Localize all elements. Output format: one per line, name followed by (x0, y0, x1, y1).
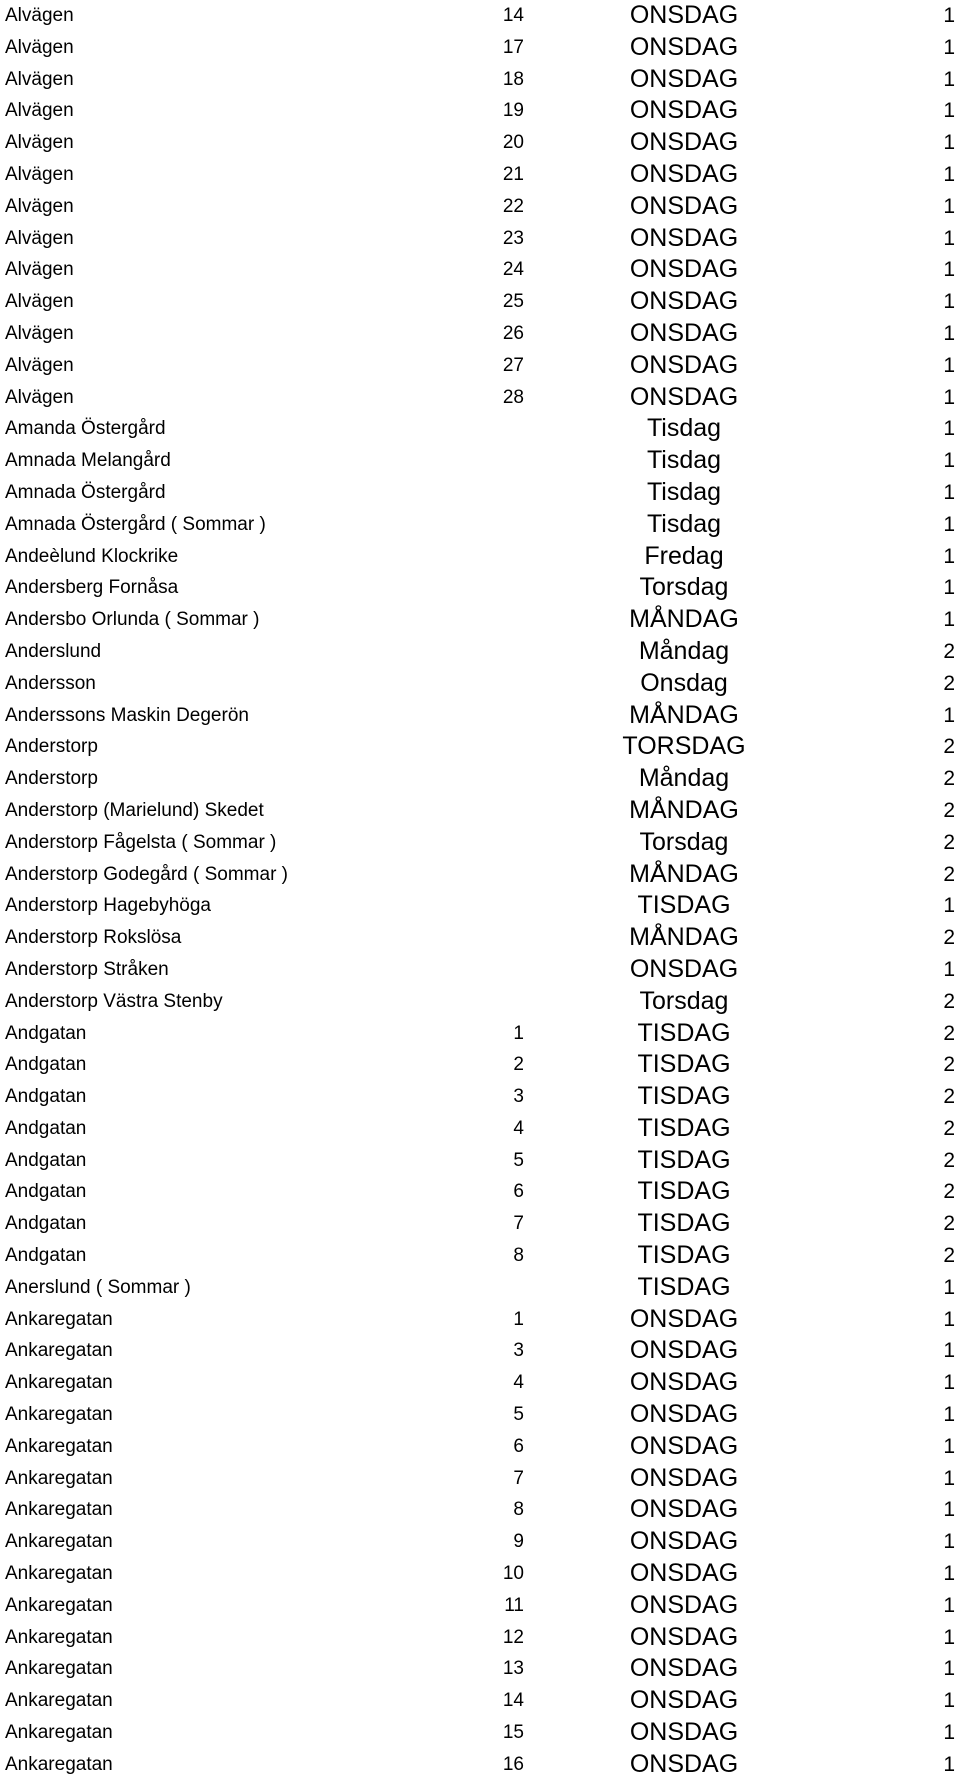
street-name: Alvägen (5, 259, 74, 281)
house-number: 14 (502, 1690, 524, 1712)
week-number: 1 (943, 1307, 955, 1331)
week-number: 2 (943, 767, 955, 791)
table-row (0, 541, 960, 573)
week-number: 1 (943, 957, 955, 981)
street-name: Alvägen (5, 195, 74, 217)
table-row (0, 636, 960, 668)
collection-day: ONSDAG (629, 1, 739, 29)
table-row (0, 223, 960, 255)
street-name: Andersson (5, 672, 96, 694)
collection-day: ONSDAG (629, 1718, 739, 1747)
table-row (0, 1304, 960, 1336)
table-row (0, 191, 960, 223)
collection-day: ONSDAG (629, 1495, 739, 1524)
street-name: Amnada Melangård (5, 450, 171, 472)
street-name: Alvägen (5, 354, 74, 376)
week-number: 1 (943, 1434, 955, 1458)
street-name: Alvägen (5, 36, 74, 58)
collection-day: ONSDAG (629, 32, 739, 61)
table-row (0, 477, 960, 509)
week-number: 1 (943, 1498, 955, 1522)
table-row (0, 1685, 960, 1717)
street-name: Andersbo Orlunda ( Sommar ) (5, 609, 260, 631)
week-number: 1 (943, 1339, 955, 1363)
collection-day: Torsdag (639, 573, 729, 602)
house-number: 13 (502, 1658, 524, 1680)
street-name: Ankaregatan (5, 1722, 113, 1744)
table-row (0, 1113, 960, 1145)
collection-day: Måndag (638, 764, 730, 793)
collection-day: TISDAG (637, 1082, 731, 1111)
street-name: Andgatan (5, 1149, 87, 1171)
week-number: 2 (943, 1180, 955, 1204)
table-row (0, 1717, 960, 1749)
table-row (0, 1272, 960, 1304)
street-name: Anderslund (5, 640, 102, 662)
street-name: Ankaregatan (5, 1753, 113, 1775)
street-name: Ankaregatan (5, 1499, 113, 1521)
street-name: Ankaregatan (5, 1467, 113, 1489)
table-row (0, 731, 960, 763)
week-number: 1 (943, 1530, 955, 1554)
house-number: 7 (513, 1213, 524, 1235)
collection-day: Måndag (638, 636, 730, 665)
street-name: Ankaregatan (5, 1404, 113, 1426)
collection-day: ONSDAG (629, 1654, 739, 1683)
street-name: Andgatan (5, 1245, 87, 1267)
collection-day: TISDAG (637, 1113, 731, 1142)
table-row (0, 254, 960, 286)
table-row (0, 890, 960, 922)
table-row (0, 1749, 960, 1781)
collection-day: ONSDAG (629, 318, 739, 347)
house-number: 23 (502, 227, 524, 249)
house-number: 20 (502, 132, 524, 154)
table-row (0, 1367, 960, 1399)
table-row (0, 922, 960, 954)
week-number: 1 (943, 894, 955, 918)
collection-day: Torsdag (639, 827, 729, 856)
week-number: 2 (943, 798, 955, 822)
table-row (0, 1208, 960, 1240)
house-number: 19 (502, 100, 524, 122)
collection-day: Tisdag (646, 446, 722, 475)
table-row (0, 1240, 960, 1272)
collection-day: ONSDAG (629, 223, 739, 252)
street-name: Andgatan (5, 1086, 87, 1108)
collection-day: ONSDAG (629, 287, 739, 316)
week-number: 1 (943, 258, 955, 282)
street-name: Alvägen (5, 386, 74, 408)
table-row (0, 382, 960, 414)
week-number: 1 (943, 1275, 955, 1299)
house-number: 10 (502, 1563, 524, 1585)
house-number: 21 (502, 163, 524, 185)
house-number: 28 (502, 386, 524, 408)
table-row (0, 318, 960, 350)
collection-day: TISDAG (637, 1272, 731, 1301)
week-number: 1 (943, 608, 955, 632)
table-row (0, 0, 960, 32)
week-number: 1 (943, 385, 955, 409)
table-row (0, 1653, 960, 1685)
week-number: 1 (943, 1403, 955, 1427)
collection-day: Tisdag (646, 477, 722, 506)
street-name: Alvägen (5, 163, 74, 185)
collection-day: TISDAG (637, 1050, 731, 1079)
street-name: Anderstorp (Marielund) Skedet (5, 799, 264, 821)
street-name: Andgatan (5, 1213, 87, 1235)
house-number: 2 (513, 1054, 524, 1076)
house-number: 9 (513, 1531, 524, 1553)
table-row (0, 413, 960, 445)
collection-day: Torsdag (639, 986, 729, 1015)
street-name: Anderstorp Godegård ( Sommar ) (5, 863, 289, 885)
collection-day: TISDAG (637, 891, 731, 920)
collection-day: ONSDAG (629, 255, 739, 284)
week-number: 1 (943, 417, 955, 441)
street-name: Andgatan (5, 1181, 87, 1203)
collection-day: MÅNDAG (629, 605, 739, 634)
collection-day: ONSDAG (629, 1336, 739, 1365)
collection-day: TISDAG (637, 1177, 731, 1206)
collection-day: ONSDAG (629, 1304, 739, 1333)
week-number: 2 (943, 926, 955, 950)
table-row (0, 1335, 960, 1367)
table-row (0, 1145, 960, 1177)
table-row (0, 1558, 960, 1590)
street-name: Anderstorp (5, 736, 98, 758)
week-number: 2 (943, 735, 955, 759)
street-name: Andersberg Fornåsa (5, 577, 179, 599)
table-row (0, 1463, 960, 1495)
street-name: Alvägen (5, 5, 74, 26)
collection-day: Onsdag (640, 668, 728, 697)
collection-day: ONSDAG (629, 159, 739, 188)
collection-day: Tisdag (646, 509, 722, 538)
week-number: 1 (943, 162, 955, 186)
week-number: 1 (943, 1466, 955, 1490)
house-number: 6 (513, 1435, 524, 1457)
house-number: 24 (502, 259, 524, 281)
week-number: 1 (943, 480, 955, 504)
table-row (0, 954, 960, 986)
house-number: 3 (513, 1340, 524, 1362)
week-number: 1 (943, 131, 955, 155)
week-number: 2 (943, 1212, 955, 1236)
week-number: 1 (943, 35, 955, 59)
collection-day: ONSDAG (629, 1559, 739, 1588)
week-number: 1 (943, 1721, 955, 1745)
week-number: 2 (943, 989, 955, 1013)
table-row (0, 604, 960, 636)
week-number: 1 (943, 1593, 955, 1617)
table-row (0, 1081, 960, 1113)
house-number: 25 (502, 291, 524, 313)
collection-day: Tisdag (646, 414, 722, 443)
table-row (0, 1049, 960, 1081)
collection-day: TORSDAG (622, 732, 746, 761)
street-name: Ankaregatan (5, 1690, 113, 1712)
table-row (0, 1431, 960, 1463)
table-row (0, 1494, 960, 1526)
collection-day: TISDAG (637, 1018, 731, 1047)
table-row (0, 986, 960, 1018)
street-name: Anderstorp Fågelsta ( Sommar ) (5, 831, 277, 853)
week-number: 1 (943, 512, 955, 536)
collection-day: ONSDAG (629, 1527, 739, 1556)
street-name: Alvägen (5, 68, 74, 90)
street-name: Andgatan (5, 1054, 87, 1076)
week-number: 1 (943, 1625, 955, 1649)
street-name: Andeèlund Klockrike (5, 545, 179, 567)
collection-day: MÅNDAG (629, 700, 739, 729)
week-number: 2 (943, 1244, 955, 1268)
house-number: 8 (513, 1245, 524, 1267)
house-number: 7 (513, 1467, 524, 1489)
street-name: Alvägen (5, 100, 74, 122)
table-row (0, 795, 960, 827)
week-number: 1 (943, 226, 955, 250)
collection-day: ONSDAG (629, 1368, 739, 1397)
table-row (0, 827, 960, 859)
collection-day: ONSDAG (629, 1749, 739, 1778)
collection-day: ONSDAG (629, 1622, 739, 1651)
table-row (0, 286, 960, 318)
street-name: Alvägen (5, 132, 74, 154)
street-name: Ankaregatan (5, 1435, 113, 1457)
collection-day: ONSDAG (629, 954, 739, 983)
table-row (0, 700, 960, 732)
collection-day: ONSDAG (629, 1431, 739, 1460)
street-name: Anerslund ( Sommar ) (5, 1276, 191, 1298)
collection-day: ONSDAG (629, 191, 739, 220)
week-number: 2 (943, 862, 955, 886)
street-name: Anderstorp (5, 768, 98, 790)
week-number: 1 (943, 4, 955, 27)
table-row (0, 668, 960, 700)
week-number: 1 (943, 1657, 955, 1681)
street-name: Alvägen (5, 227, 74, 249)
house-number: 22 (502, 195, 524, 217)
street-name: Andgatan (5, 1022, 87, 1044)
collection-day: ONSDAG (629, 1400, 739, 1429)
street-name: Amnada Östergård (5, 481, 166, 503)
table-row (0, 1526, 960, 1558)
collection-day: ONSDAG (629, 350, 739, 379)
collection-day: ONSDAG (629, 1686, 739, 1715)
collection-day: ONSDAG (629, 64, 739, 93)
house-number: 12 (502, 1626, 524, 1648)
table-row (0, 859, 960, 891)
house-number: 5 (513, 1404, 524, 1426)
street-name: Ankaregatan (5, 1658, 113, 1680)
street-name: Alvägen (5, 291, 74, 313)
house-number: 16 (502, 1753, 524, 1775)
collection-day: TISDAG (637, 1209, 731, 1238)
week-number: 2 (943, 639, 955, 663)
week-number: 1 (943, 1371, 955, 1395)
collection-day: MÅNDAG (629, 923, 739, 952)
street-name: Anderstorp Västra Stenby (5, 990, 223, 1012)
week-number: 1 (943, 544, 955, 568)
collection-day: ONSDAG (629, 1463, 739, 1492)
collection-day: MÅNDAG (629, 859, 739, 888)
street-name: Alvägen (5, 322, 74, 344)
street-name: Andgatan (5, 1117, 87, 1139)
street-name: Anderstorp Rokslösa (5, 927, 182, 949)
table-row (0, 1622, 960, 1654)
house-number: 6 (513, 1181, 524, 1203)
week-number: 1 (943, 353, 955, 377)
table-row (0, 1018, 960, 1050)
table-row (0, 64, 960, 96)
house-number: 27 (502, 354, 524, 376)
table-row (0, 509, 960, 541)
table-row (0, 445, 960, 477)
street-name: Ankaregatan (5, 1594, 113, 1616)
house-number: 8 (513, 1499, 524, 1521)
house-number: 3 (513, 1086, 524, 1108)
collection-day: ONSDAG (629, 1590, 739, 1619)
table-row (0, 32, 960, 64)
table-row (0, 127, 960, 159)
week-number: 2 (943, 1116, 955, 1140)
week-number: 1 (943, 1689, 955, 1713)
week-number: 1 (943, 1562, 955, 1586)
house-number: 14 (502, 5, 524, 26)
house-number: 18 (502, 68, 524, 90)
collection-day: ONSDAG (629, 96, 739, 125)
table-row (0, 763, 960, 795)
week-number: 2 (943, 1021, 955, 1045)
table-row (0, 1176, 960, 1208)
house-number: 4 (513, 1372, 524, 1394)
street-name: Anderstorp Hagebyhöga (5, 895, 211, 917)
week-number: 2 (943, 1148, 955, 1172)
table-row (0, 95, 960, 127)
week-number: 2 (943, 671, 955, 695)
collection-day: TISDAG (637, 1241, 731, 1270)
house-number: 1 (513, 1308, 524, 1330)
street-name: Anderstorp Stråken (5, 958, 169, 980)
house-number: 11 (504, 1594, 524, 1616)
street-name: Amnada Östergård ( Sommar ) (5, 513, 266, 535)
street-name: Anderssons Maskin Degerön (5, 704, 249, 726)
week-number: 2 (943, 830, 955, 854)
table-row (0, 1590, 960, 1622)
table-row (0, 1399, 960, 1431)
house-number: 26 (502, 322, 524, 344)
street-name: Ankaregatan (5, 1340, 113, 1362)
table-row (0, 159, 960, 191)
street-name: Ankaregatan (5, 1563, 113, 1585)
week-number: 1 (943, 67, 955, 91)
week-number: 1 (943, 194, 955, 218)
street-name: Ankaregatan (5, 1308, 113, 1330)
house-number: 15 (502, 1722, 524, 1744)
collection-day: Fredag (644, 541, 724, 570)
street-name: Ankaregatan (5, 1626, 113, 1648)
week-number: 1 (943, 99, 955, 123)
week-number: 1 (943, 1752, 955, 1776)
week-number: 1 (943, 576, 955, 600)
week-number: 1 (943, 449, 955, 473)
week-number: 1 (943, 703, 955, 727)
collection-day: ONSDAG (629, 382, 739, 411)
week-number: 2 (943, 1053, 955, 1077)
table-row (0, 572, 960, 604)
house-number: 1 (513, 1022, 524, 1044)
week-number: 2 (943, 1085, 955, 1109)
collection-day: ONSDAG (629, 128, 739, 157)
house-number: 5 (513, 1149, 524, 1171)
house-number: 17 (502, 36, 524, 58)
house-number: 4 (513, 1117, 524, 1139)
street-name: Amanda Östergård (5, 418, 166, 440)
collection-day: TISDAG (637, 1145, 731, 1174)
street-name: Ankaregatan (5, 1531, 113, 1553)
street-name: Ankaregatan (5, 1372, 113, 1394)
week-number: 1 (943, 290, 955, 314)
week-number: 1 (943, 321, 955, 345)
collection-day: MÅNDAG (629, 795, 739, 824)
table-row (0, 350, 960, 382)
